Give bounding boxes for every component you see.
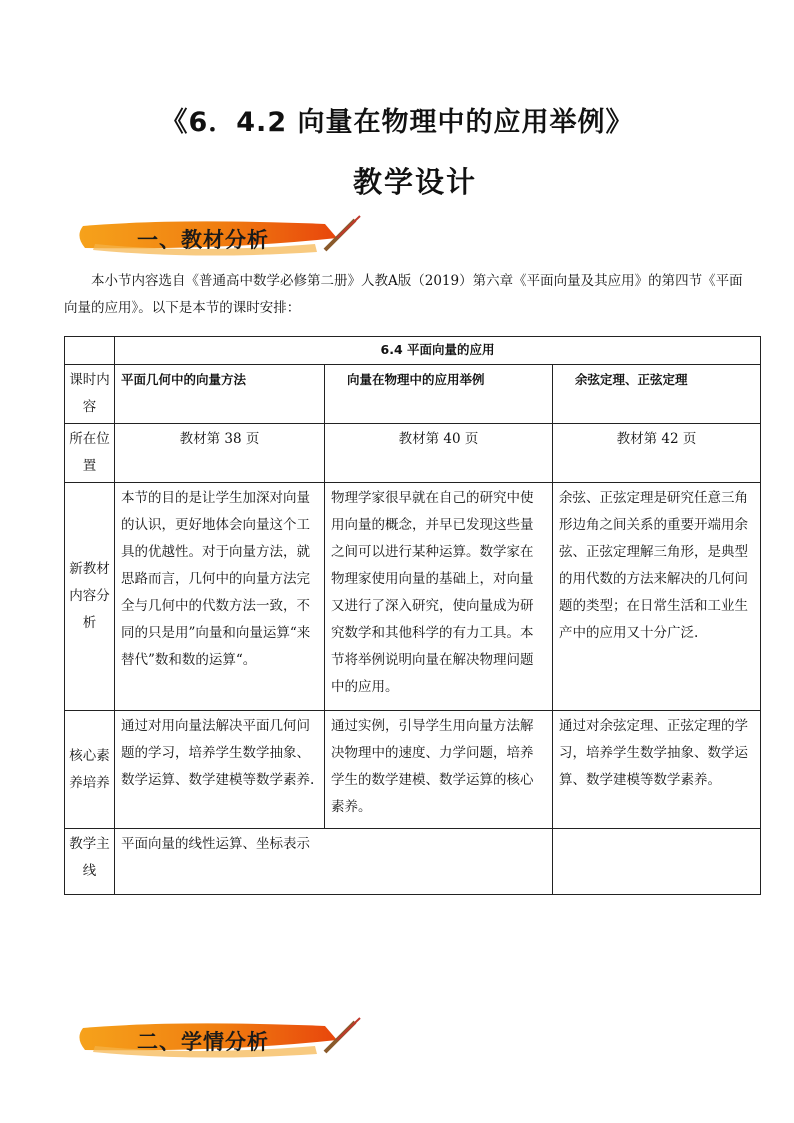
table-row (65, 829, 761, 895)
table-cell (553, 365, 761, 424)
document-subtitle: 教学设计 (352, 165, 477, 199)
section-banner-2 (75, 1016, 365, 1064)
table-row (65, 337, 761, 365)
table-row (65, 483, 761, 711)
table-cell: 余弦、正弦定理是研究任意三角形边角之间关系的重要开端用余弦、正弦定理解三角形，是典型的用代数的方法来解决的几何问题的类型；在日常生活和工业生产中的应用又十分广泛. (553, 483, 761, 711)
section-banner-1 (75, 214, 365, 262)
section-title-1: 一、教材分析 (137, 228, 269, 252)
lesson-schedule-table (64, 336, 761, 895)
intro-paragraph: 本小节内容选自《普通高中数学必修第二册》人教A版（2019）第六章《平面向量及其应用》的第四节《平面向量的应用》。以下是本节的课时安排： (64, 273, 743, 316)
table-cell: 教材第 40 页 (325, 424, 553, 483)
table-cell: 通过对用向量法解决平面几何问题的学习，培养学生数学抽象、数学运算、数学建模等数学素养. (115, 711, 325, 829)
table-cell: 教材第 42 页 (553, 424, 761, 483)
lesson-title: 余弦定理、正弦定理 (575, 372, 688, 387)
row-label-location: 所在位置 (65, 424, 115, 483)
table-cell: 教材第 38 页 (115, 424, 325, 483)
table-cell: 物理学家很早就在自己的研究中使用向量的概念，并早已发现这些量之间可以进行某种运算。数学家在物理家使用向量的基础上，对向量又进行了深入研究，使向量成为研究数学和其他科学的有力工具。本节将举例说明向量在解决物理问题中的应用。 (325, 483, 553, 711)
table-row (65, 365, 761, 424)
document-title: 《6．4.2 向量在物理中的应用举例》 (160, 107, 634, 138)
table-cell (115, 365, 325, 424)
row-label-analysis: 新教材内容分析 (65, 483, 115, 711)
table-cell: 平面向量的线性运算、坐标表示 (115, 829, 553, 895)
row-label-main: 教学主线 (65, 829, 115, 895)
table-cell: 通过对余弦定理、正弦定理的学习，培养学生数学抽象、数学运算、数学建模等数学素养。 (553, 711, 761, 829)
table-header: 6.4 平面向量的应用 (115, 337, 761, 365)
lesson-title: 向量在物理中的应用举例 (347, 372, 485, 387)
row-label-core: 核心素养培养 (65, 711, 115, 829)
table-cell (65, 337, 115, 365)
row-label-lesson: 课时内容 (65, 365, 115, 424)
section-title-2: 二、学情分析 (137, 1030, 269, 1054)
table-cell: 通过实例，引导学生用向量方法解决物理中的速度、力学问题，培养学生的数学建模、数学运算的核心素养。 (325, 711, 553, 829)
table-cell (325, 365, 553, 424)
table-cell: 本节的目的是让学生加深对向量的认识，更好地体会向量这个工具的优越性。对于向量方法，就思路而言，几何中的向量方法完全与几何中的代数方法一致，不同的只是用”向量和向量运算“来替代”数和数的运算“。 (115, 483, 325, 711)
table-cell (553, 829, 761, 895)
lesson-title: 平面几何中的向量方法 (121, 372, 247, 387)
table-row (65, 711, 761, 829)
table-row (65, 424, 761, 483)
